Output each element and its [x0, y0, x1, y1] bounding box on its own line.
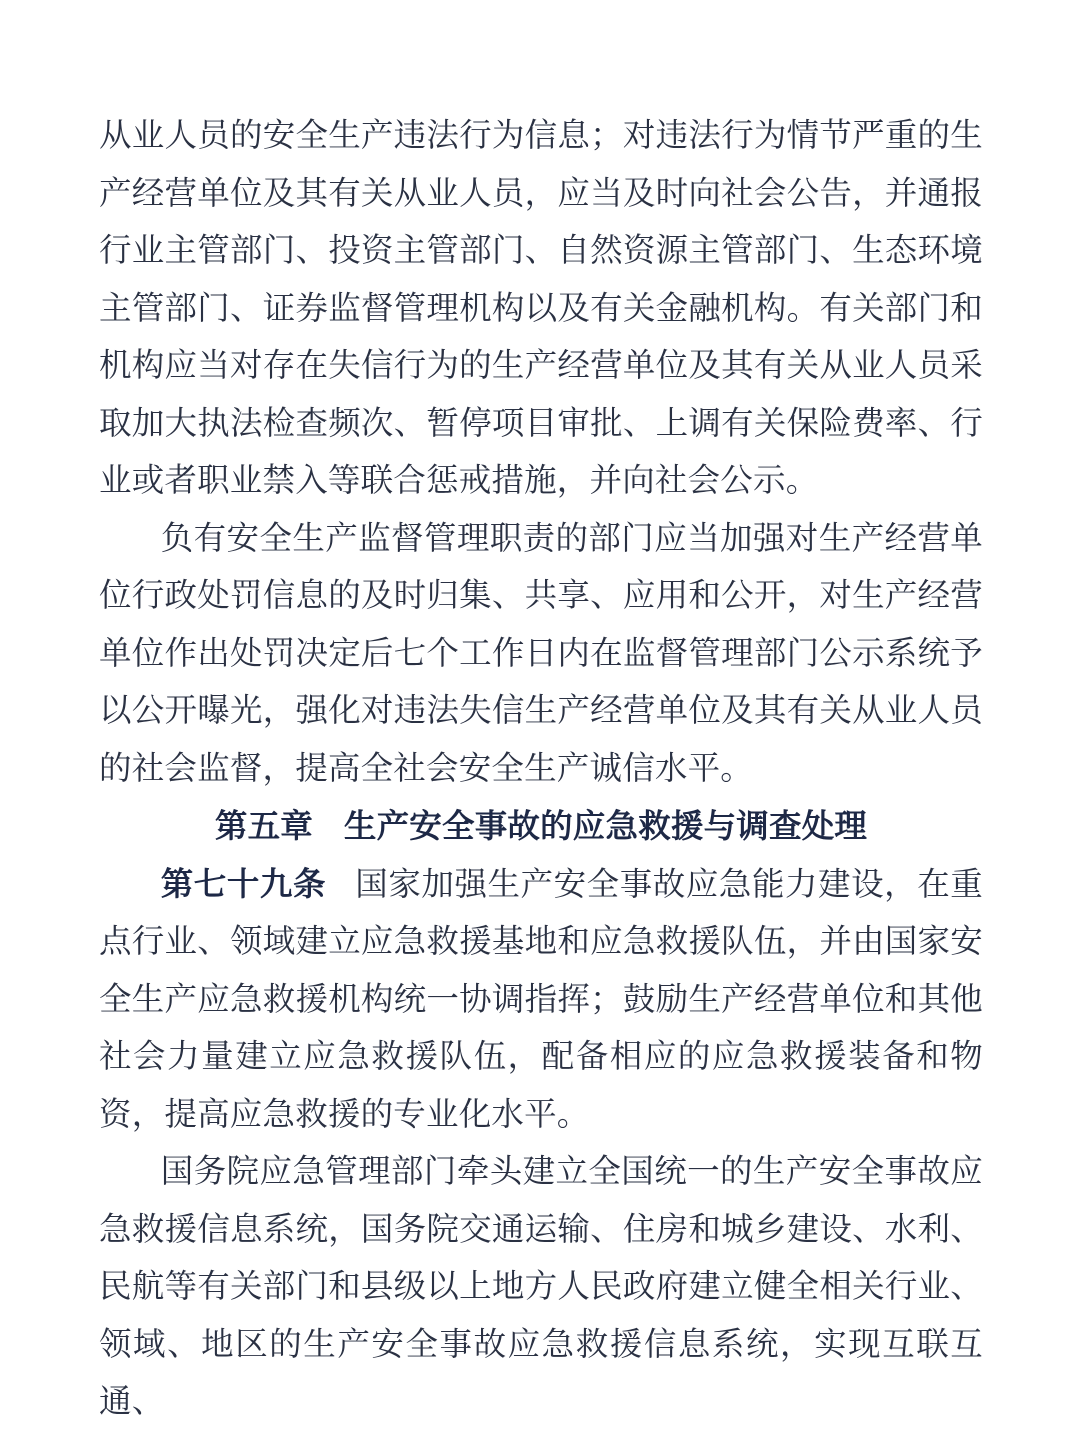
paragraph-text: 从业人员的安全生产违法行为信息；对违法行为情节严重的生产经营单位及其有关从业人员，应当及时向社会公告，并通报行业主管部门、投资主管部门、自然资源主管部门、生态环境主管部门、证券监督管理机构以及有关金融机构。有关部门和机构应当对存在失信行为的生产经营单位及其有关从业人员采取加大执法检查频次、暂停项目审批、上调有关保险费率、行业或者职业禁入等联合惩戒措施，并向社会公示。 [99, 118, 983, 499]
body-paragraph [99, 511, 983, 799]
body-paragraph [99, 1144, 983, 1432]
article-text: 国家加强生产安全事故应急能力建设，在重点行业、领域建立应急救援基地和应急救援队伍，并由国家安全生产应急救援机构统一协调指挥；鼓励生产经营单位和其他社会力量建立应急救援队伍，配备相应的应急救援装备和物资，提高应急救援的专业化水平。 [99, 866, 983, 1133]
article-number: 第七十九条 [160, 865, 327, 902]
paragraph-text: 负有安全生产监督管理职责的部门应当加强对生产经营单位行政处罚信息的及时归集、共享、应用和公开，对生产经营单位作出处罚决定后七个工作日内在监督管理部门公示系统予以公开曝光，强化对违法失信生产经营单位及其有关从业人员的社会监督，提高全社会安全生产诚信水平。 [99, 520, 983, 787]
paragraph-text: 国务院应急管理部门牵头建立全国统一的生产安全事故应急救援信息系统，国务院交通运输、住房和城乡建设、水利、民航等有关部门和县级以上地方人民政府建立健全相关行业、领域、地区的生产安全事故应急救援信息系统，实现互联互通、 [99, 1154, 983, 1420]
chapter-number: 第五章 [214, 808, 314, 844]
body-paragraph-continuation [99, 108, 983, 511]
chapter-heading [99, 798, 983, 856]
article-paragraph [99, 856, 983, 1145]
document-text-block [99, 108, 983, 1432]
chapter-title: 生产安全事故的应急救援与调查处理 [343, 808, 868, 844]
